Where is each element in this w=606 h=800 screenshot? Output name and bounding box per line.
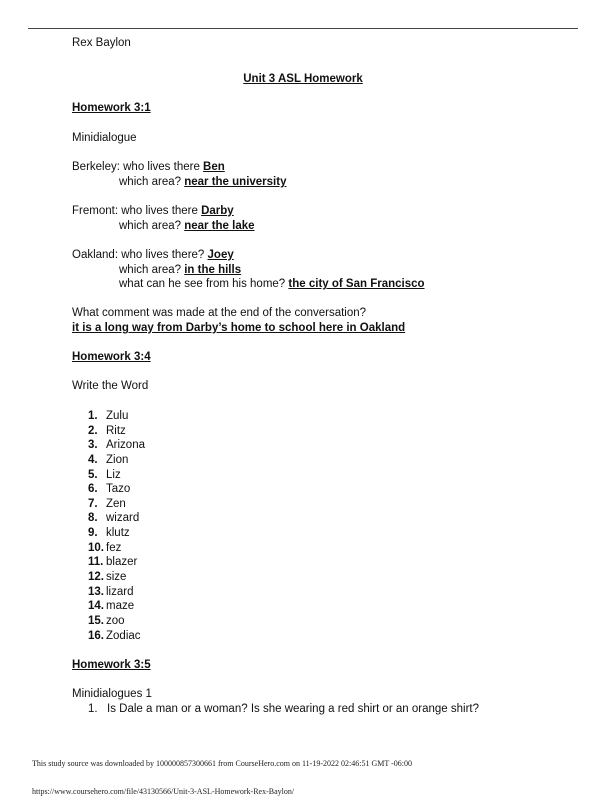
list-item-number: 12. <box>88 571 104 584</box>
list-item-word: Zen <box>106 497 126 510</box>
list-item <box>88 424 145 439</box>
fremont-area-question: which area? <box>119 220 185 232</box>
list-item <box>88 438 145 453</box>
list-item-word: zoo <box>106 614 125 627</box>
list-item-word: size <box>106 571 127 584</box>
fremont-line <box>72 205 234 217</box>
fremont-answer-who: Darby <box>201 205 234 217</box>
oakland-line <box>72 249 234 261</box>
berkeley-answer-who: Ben <box>203 161 225 173</box>
hw35-heading: Homework 3:5 <box>72 659 151 671</box>
list-item-number: 9. <box>88 527 98 540</box>
page-title: Unit 3 ASL Homework <box>243 73 363 85</box>
list-item-number: 2. <box>88 424 98 437</box>
author-name: Rex Baylon <box>72 37 131 49</box>
list-item <box>88 497 145 512</box>
hw35-item-text: Is Dale a man or a woman? Is she wearing a red shirt or an orange shirt? <box>107 703 480 715</box>
hw35-item <box>88 703 479 715</box>
comment-question: What comment was made at the end of the conversation? <box>72 307 367 319</box>
list-item <box>88 526 145 541</box>
list-item-number: 1. <box>88 410 98 422</box>
list-item <box>88 541 145 556</box>
oakland-view-question: what can he see from his home? <box>119 278 289 290</box>
list-item <box>88 453 145 468</box>
list-item <box>88 599 145 614</box>
hw31-heading: Homework 3:1 <box>72 102 151 114</box>
list-item-word: Zulu <box>106 410 129 422</box>
list-item-word: Zion <box>106 453 129 466</box>
list-item-number: 8. <box>88 512 98 525</box>
list-item-word: Ritz <box>106 424 126 437</box>
download-notice: This study source was downloaded by 100000857300661 from CourseHero.com on 11-19-2022 02:46:51 GMT -06:00 <box>32 759 412 768</box>
list-item <box>88 585 145 600</box>
berkeley-answer-area: near the university <box>184 176 287 188</box>
berkeley-line <box>72 161 225 173</box>
oakland-answer-view: the city of San Francisco <box>288 278 425 290</box>
list-item <box>88 511 145 526</box>
list-item-number: 14. <box>88 600 104 613</box>
top-rule <box>28 28 578 29</box>
list-item <box>88 409 145 424</box>
oakland-question: Oakland: who lives there? <box>72 249 208 261</box>
list-item-word: Liz <box>106 468 121 481</box>
oakland-answer-area: in the hills <box>184 264 242 276</box>
list-item-number: 13. <box>88 585 104 598</box>
list-item-number: 15. <box>88 614 104 627</box>
berkeley-area-line <box>119 176 286 188</box>
list-item-word: Tazo <box>106 483 131 496</box>
hw34-heading: Homework 3:4 <box>72 351 151 363</box>
word-list <box>88 409 145 643</box>
list-item-word: lizard <box>106 585 134 598</box>
list-item <box>88 482 145 497</box>
list-item-word: maze <box>106 600 135 613</box>
berkeley-area-question: which area? <box>119 176 185 188</box>
list-item-number: 4. <box>88 453 98 466</box>
list-item-word: klutz <box>106 527 130 540</box>
hw35-subheading: Minidialogues 1 <box>72 688 152 700</box>
list-item-number: 16. <box>88 629 104 642</box>
fremont-area-line <box>119 220 255 232</box>
oakland-view-line <box>119 278 425 290</box>
fremont-question: Fremont: who lives there <box>72 205 202 217</box>
list-item <box>88 614 145 629</box>
oakland-answer-who: Joey <box>207 249 234 261</box>
list-item-number: 11. <box>88 556 104 569</box>
list-item-number: 3. <box>88 439 98 452</box>
oakland-area-question: which area? <box>119 264 185 276</box>
list-item <box>88 570 145 585</box>
list-item-word: wizard <box>106 512 140 525</box>
list-item <box>88 555 145 570</box>
list-item-number: 7. <box>88 497 98 510</box>
list-item-word: blazer <box>106 556 138 569</box>
list-item-word: Arizona <box>106 439 145 452</box>
list-item-number: 6. <box>88 483 98 496</box>
list-item <box>88 468 145 483</box>
berkeley-question: Berkeley: who lives there <box>72 161 204 173</box>
list-item-word: Zodiac <box>106 629 141 642</box>
hw35-item-number: 1. <box>88 703 98 715</box>
list-item-number: 5. <box>88 468 98 481</box>
fremont-answer-area: near the lake <box>184 220 255 232</box>
oakland-area-line <box>119 264 241 276</box>
hw34-subheading: Write the Word <box>72 380 149 392</box>
list-item-number: 10. <box>88 541 104 554</box>
list-item-word: fez <box>106 541 122 554</box>
list-item <box>88 629 145 644</box>
source-url[interactable]: https://www.coursehero.com/file/43130566/Unit-3-ASL-Homework-Rex-Baylon/ <box>32 787 295 796</box>
comment-answer: it is a long way from Darby’s home to school here in Oakland <box>72 322 406 334</box>
hw31-subheading: Minidialogue <box>72 132 137 144</box>
